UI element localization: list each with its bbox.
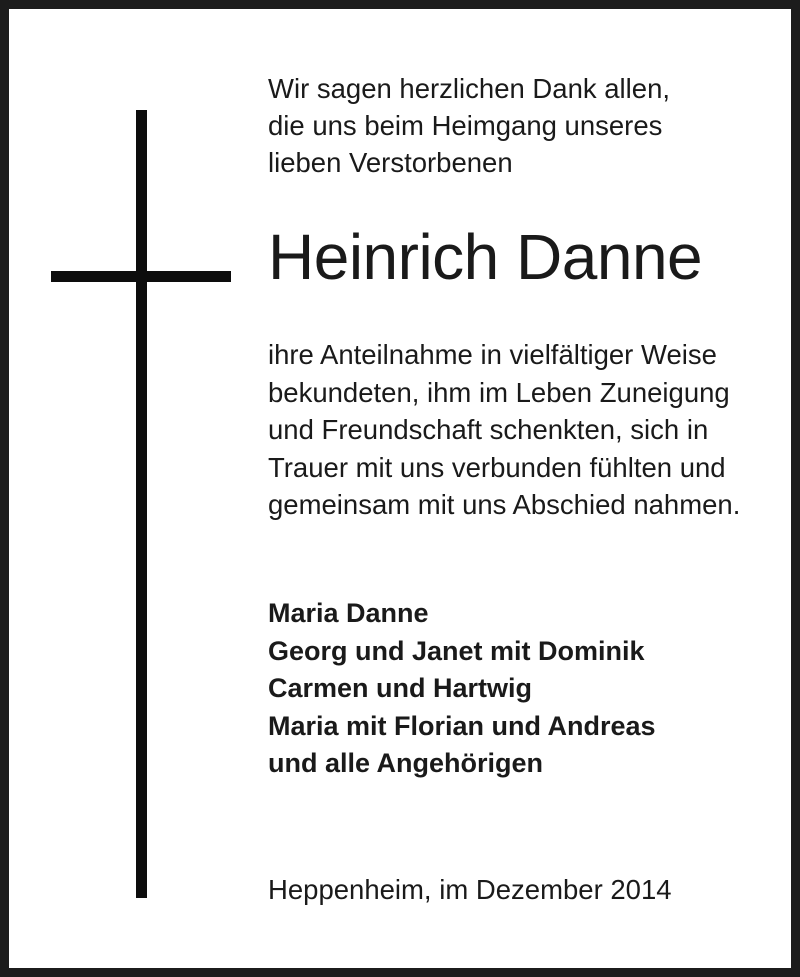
signer-name: und alle Angehörigen xyxy=(268,748,544,778)
signer-name: Georg und Janet mit Dominik xyxy=(268,635,645,666)
place-date: Heppenheim, im Dezember 2014 xyxy=(268,874,672,905)
intro-text xyxy=(268,70,788,181)
cross-icon-vertical-bar xyxy=(136,110,147,898)
message-text xyxy=(268,336,788,524)
message-line: ihre Anteilnahme in vielfältiger Weise xyxy=(268,339,717,370)
message-line: bekundeten, ihm im Leben Zuneigung xyxy=(268,376,730,408)
signer-name: Carmen und Hartwig xyxy=(268,673,533,703)
intro-line: Wir sagen herzlichen Dank allen, xyxy=(268,73,670,104)
cross-icon-horizontal-bar xyxy=(51,271,231,282)
intro-line: die uns beim Heimgang unseres xyxy=(268,110,663,141)
signer-name: Maria Danne xyxy=(268,598,429,628)
message-line: gemeinsam mit uns Abschied nahmen. xyxy=(268,489,741,520)
signer-name: Maria mit Florian und Andreas xyxy=(268,710,656,741)
message-line: und Freundschaft schenkten, sich in xyxy=(268,414,709,445)
signers-list xyxy=(268,595,788,783)
message-line: Trauer mit uns verbunden fühlten und xyxy=(268,451,726,483)
intro-line: lieben Verstorbenen xyxy=(268,147,513,178)
deceased-name: Heinrich Danne xyxy=(268,221,703,293)
